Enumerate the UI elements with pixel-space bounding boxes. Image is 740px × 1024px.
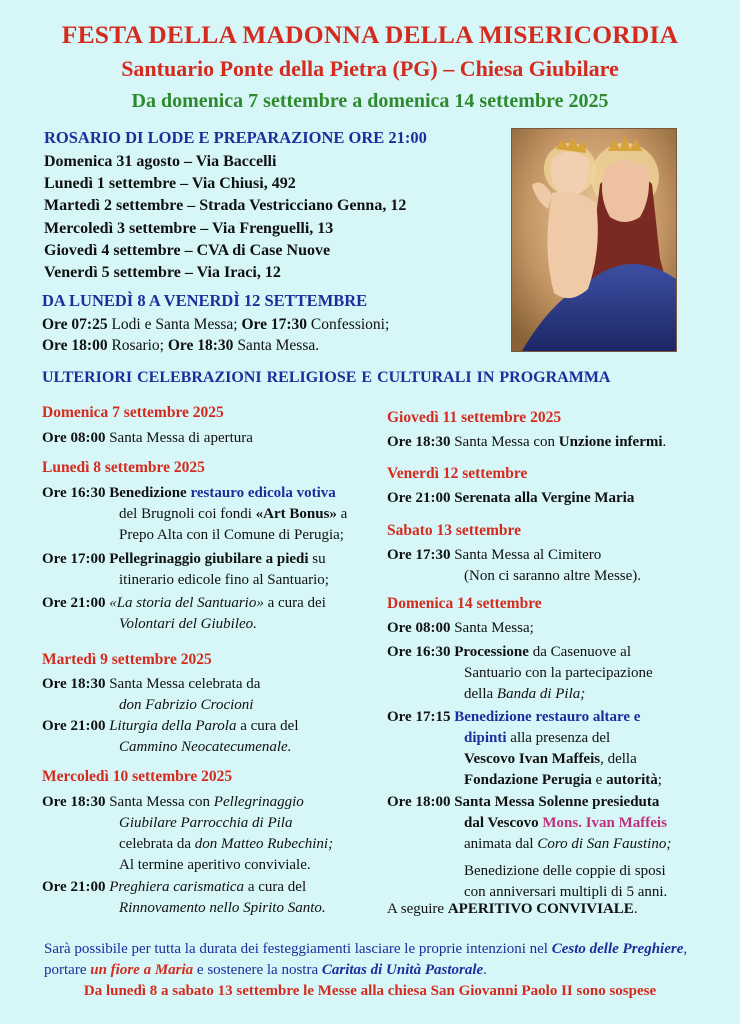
event-text: animata dal bbox=[464, 836, 538, 852]
time: Ore 16:30 bbox=[387, 644, 451, 660]
event-text: Santa Messa al Cimitero bbox=[454, 547, 602, 563]
event-text: . bbox=[662, 434, 667, 450]
day-heading: Giovedì 11 settembre 2025 bbox=[387, 409, 562, 426]
time: Ore 21:00 bbox=[42, 718, 106, 734]
event-text: della bbox=[464, 686, 497, 702]
day-heading: Lunedì 8 settembre 2025 bbox=[42, 459, 205, 476]
event-text: e bbox=[591, 772, 607, 788]
event-text: autorità bbox=[606, 772, 658, 788]
event bbox=[42, 674, 260, 716]
rosario-item: Giovedì 4 settembre – CVA di Case Nuove bbox=[44, 241, 331, 259]
rosario-item: Venerdì 5 settembre – Via Iraci, 12 bbox=[44, 264, 281, 282]
suspension-notice: Da lunedì 8 a sabato 13 settembre le Messe alla chiesa San Giovanni Paolo II sono sospese bbox=[83, 983, 657, 999]
event-text: restauro edicola votiva bbox=[190, 485, 336, 501]
event bbox=[387, 545, 641, 587]
event-text: Preghiera carismatica bbox=[109, 879, 245, 895]
event bbox=[42, 428, 253, 449]
event-text: Benedizione restauro altare e bbox=[454, 709, 641, 725]
event bbox=[42, 483, 347, 546]
event-text: Santa Messa con bbox=[454, 434, 559, 450]
event-text: don Matteo Rubechini; bbox=[194, 836, 334, 852]
time: Ore 17:00 bbox=[42, 551, 106, 567]
event-text: Santa Messa Solenne presieduta bbox=[454, 794, 660, 810]
time: Ore 18:30 bbox=[387, 434, 451, 450]
footer-paragraph bbox=[44, 939, 704, 981]
weekdays-heading: DA LUNEDÌ 8 A VENERDÌ 12 SETTEMBRE bbox=[42, 291, 368, 310]
event-text: Banda di Pila; bbox=[496, 686, 586, 702]
event-text: Rosario; bbox=[107, 337, 168, 354]
event-text: Prepo Alta con il Comune di Perugia; bbox=[119, 527, 344, 543]
event-text: Confessioni; bbox=[307, 316, 390, 333]
event-text: su bbox=[308, 551, 326, 567]
event-text: a cura dei bbox=[263, 595, 326, 611]
event-text: Pellegrinaggio bbox=[213, 794, 304, 810]
event-text: , della bbox=[600, 751, 637, 767]
rosario-item: Domenica 31 agosto – Via Baccelli bbox=[44, 153, 277, 170]
rosario-item: Martedì 2 settembre – Strada Vestricciano Genna, 12 bbox=[44, 197, 407, 215]
time: Ore 18:00 bbox=[42, 337, 108, 354]
event-text: Unzione infermi bbox=[558, 434, 663, 450]
footer-text: Caritas di Unità Pastorale bbox=[321, 962, 484, 978]
event-text: dal Vescovo bbox=[464, 815, 543, 831]
day-heading: Martedì 9 settembre 2025 bbox=[42, 651, 212, 668]
event-text: Lodi e Santa Messa; bbox=[107, 316, 242, 333]
event bbox=[42, 792, 333, 876]
event-text: «La storia del Santuario» bbox=[109, 595, 264, 611]
time: Ore 17:30 bbox=[387, 547, 451, 563]
footer bbox=[44, 939, 704, 981]
event-text: don Fabrizio Crocioni bbox=[119, 697, 254, 713]
event-text: ; bbox=[657, 772, 662, 788]
festival-dates: Da domenica 7 settembre a domenica 14 settembre 2025 bbox=[131, 90, 609, 112]
closing-text: . bbox=[633, 901, 638, 917]
event-text: Cammino Neocatecumenale. bbox=[119, 739, 292, 755]
time: Ore 18:30 bbox=[42, 676, 106, 692]
event bbox=[42, 877, 326, 919]
time: Ore 18:00 bbox=[387, 794, 451, 810]
rosario-item: Lunedì 1 settembre – Via Chiusi, 492 bbox=[44, 175, 296, 193]
event-text: Coro di San Faustino; bbox=[537, 836, 672, 852]
event-text: Volontari del Giubileo. bbox=[119, 616, 257, 632]
event-text: Pellegrinaggio giubilare a piedi bbox=[109, 551, 309, 567]
event bbox=[387, 488, 634, 509]
event bbox=[387, 618, 534, 639]
event-text: itinerario edicole fino al Santuario; bbox=[119, 572, 329, 588]
closing-text: APERITIVO CONVIVIALE bbox=[447, 901, 634, 917]
program-heading: ULTERIORI CELEBRAZIONI RELIGIOSE E CULTURALI IN PROGRAMMA bbox=[42, 369, 611, 386]
event-text: Santuario con la partecipazione bbox=[464, 665, 653, 681]
event-text: Mons. Ivan Maffeis bbox=[542, 815, 667, 831]
poster-title: FESTA DELLA MADONNA DELLA MISERICORDIA bbox=[61, 20, 679, 49]
closing-text: A seguire bbox=[387, 901, 448, 917]
event-text: con anniversari multipli di 5 anni. bbox=[464, 884, 668, 900]
event-text: Benedizione delle coppie di sposi bbox=[464, 863, 666, 879]
event bbox=[387, 642, 653, 705]
day-heading: Domenica 14 settembre bbox=[387, 595, 542, 612]
event-text: a bbox=[336, 506, 348, 522]
footer-text: un fiore a Maria bbox=[90, 962, 194, 978]
event bbox=[387, 707, 662, 791]
event-text: Santa Messa con bbox=[109, 794, 214, 810]
footer-text: , portare bbox=[44, 941, 688, 978]
event-text: Processione bbox=[454, 644, 529, 660]
day-heading: Mercoledì 10 settembre 2025 bbox=[42, 768, 233, 785]
event-text: Vescovo Ivan Maffeis bbox=[464, 751, 601, 767]
footer-text: . bbox=[483, 962, 487, 978]
event-text: Fondazione Perugia bbox=[464, 772, 592, 788]
event-text: alla presenza del bbox=[506, 730, 611, 746]
day-heading: Sabato 13 settembre bbox=[387, 522, 522, 539]
time: Ore 08:00 bbox=[387, 620, 451, 636]
time: Ore 17:30 bbox=[241, 316, 308, 333]
event bbox=[42, 549, 329, 591]
event-text: Santa Messa; bbox=[454, 620, 534, 636]
event-text: Giubilare Parrocchia di Pila bbox=[119, 815, 293, 831]
time: Ore 08:00 bbox=[42, 430, 106, 446]
footer-text: Sarà possibile per tutta la durata dei festeggiamenti lasciare le proprie intenzioni nel bbox=[44, 941, 552, 957]
time: Ore 18:30 bbox=[42, 794, 106, 810]
event-text: a cura del bbox=[236, 718, 299, 734]
time: Ore 07:25 bbox=[42, 316, 108, 333]
time: Ore 17:15 bbox=[387, 709, 451, 725]
event bbox=[387, 792, 671, 903]
time: Ore 16:30 bbox=[42, 485, 106, 501]
poster-subtitle: Santuario Ponte della Pietra (PG) – Chiesa Giubilare bbox=[121, 56, 619, 81]
event bbox=[42, 716, 299, 758]
day-heading: Venerdì 12 settembre bbox=[387, 465, 528, 482]
time: Ore 21:00 bbox=[387, 490, 451, 506]
madonna-painting bbox=[511, 128, 677, 352]
event-text: da Casenuove al bbox=[528, 644, 631, 660]
event-text: Rinnovamento nello Spirito Santo. bbox=[119, 900, 326, 916]
event-text: (Non ci saranno altre Messe). bbox=[464, 568, 642, 584]
rosario-heading: ROSARIO DI LODE E PREPARAZIONE ORE 21:00 bbox=[44, 128, 427, 147]
weekdays-line-1 bbox=[42, 314, 389, 335]
time: Ore 21:00 bbox=[42, 595, 106, 611]
event-text: Liturgia della Parola bbox=[109, 718, 237, 734]
footer-text: Cesto delle Preghiere bbox=[551, 941, 684, 957]
footer-text: e sostenere la nostra bbox=[193, 962, 322, 978]
event bbox=[387, 432, 666, 453]
event-text: Santa Messa celebrata da bbox=[109, 676, 261, 692]
event-text: dipinti bbox=[464, 730, 507, 746]
closing-note bbox=[387, 899, 638, 920]
rosario-list bbox=[44, 151, 406, 284]
event-text: celebrata da bbox=[119, 836, 195, 852]
time: Ore 21:00 bbox=[42, 879, 106, 895]
weekdays-line-2 bbox=[42, 335, 319, 356]
event bbox=[42, 593, 326, 635]
time: Ore 18:30 bbox=[167, 337, 234, 354]
event-text: Santa Messa. bbox=[233, 337, 320, 354]
event-text: del Brugnoli coi fondi bbox=[119, 506, 256, 522]
madonna-painting-icon bbox=[512, 129, 676, 351]
event-text: «Art Bonus» bbox=[255, 506, 337, 522]
event-text: Santa Messa di apertura bbox=[109, 430, 253, 446]
event-text: Serenata alla Vergine Maria bbox=[454, 490, 635, 506]
event-text: a cura del bbox=[244, 879, 307, 895]
rosario-item: Mercoledì 3 settembre – Via Frenguelli, 13 bbox=[44, 219, 334, 237]
event-text: Al termine aperitivo conviviale. bbox=[119, 857, 311, 873]
event-text: Benedizione bbox=[109, 485, 187, 501]
day-heading: Domenica 7 settembre 2025 bbox=[42, 404, 224, 421]
